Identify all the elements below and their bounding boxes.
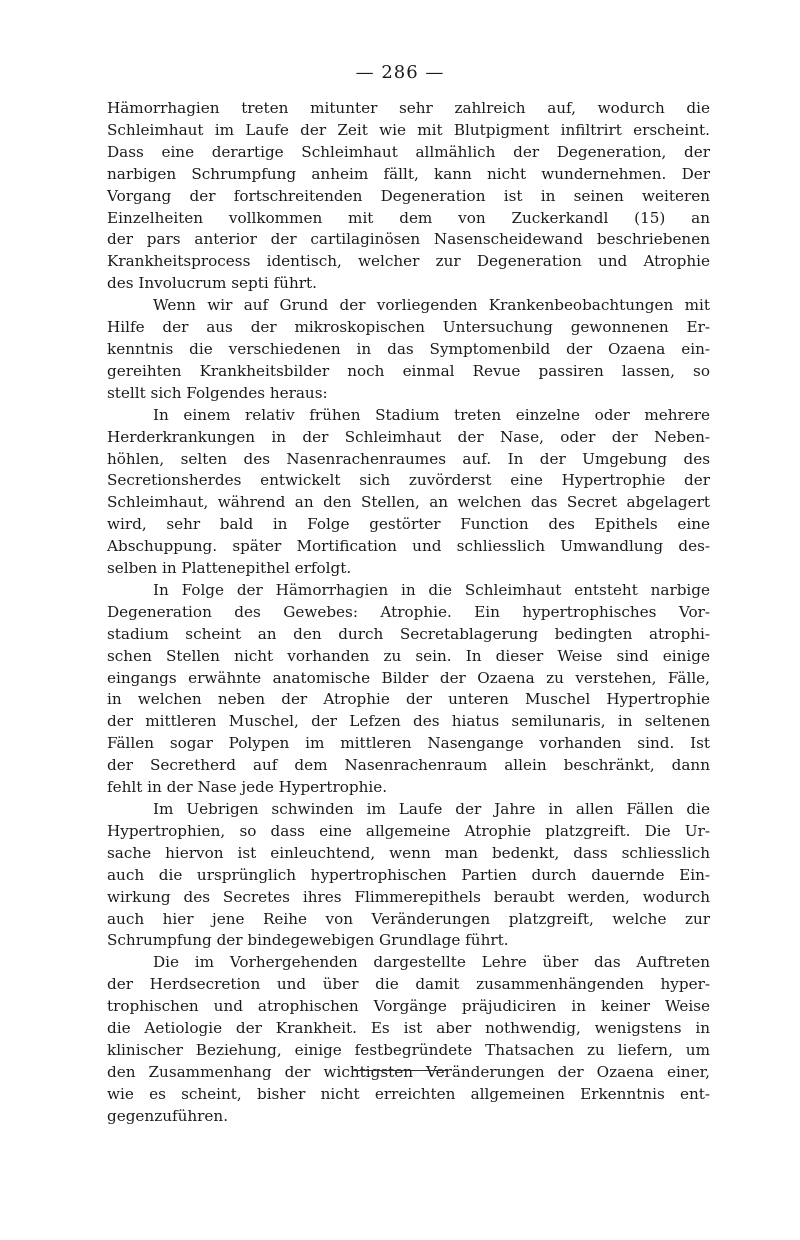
text-line: Dass eine derartige Schleimhaut allmählich der Degeneration, der [107,142,710,161]
text-line: den Zusammenhang der wichtigsten Veränderungen der Ozaena einer, [107,1062,710,1081]
text-line: der Herdsecretion und über die damit zusammenhängenden hyper- [107,975,710,994]
text-line: gereihten Krankheitsbilder noch einmal Revue passiren lassen, so [107,361,710,380]
text-line: Schleimhaut, während an den Stellen, an welchen das Secret abgelagert [107,493,710,512]
page-number: — 286 — [355,62,445,83]
text-line: In Folge der Hämorrhagien in die Schleimhaut entsteht narbige [153,580,710,599]
text-line: Secretionsherdes entwickelt sich zuvörderst eine Hypertrophie der [107,471,710,490]
text-line: Fällen sogar Polypen im mittleren Nasengange vorhanden sind. Ist [107,734,710,753]
text-line: Degeneration des Gewebes: Atrophie. Ein hypertrophisches Vor- [107,602,710,621]
text-line: schen Stellen nicht vorhanden zu sein. In dieser Weise sind einige [107,646,710,665]
text-line: höhlen, selten des Nasenrachenraumes auf. In der Umgebung des [107,449,710,468]
text-line: Im Uebrigen schwinden im Laufe der Jahre in allen Fällen die [153,800,710,818]
text-line: Krankheitsprocess identisch, welcher zur Degeneration und Atrophie [107,252,710,271]
paragraph [107,98,710,295]
text-line: der pars anterior der cartilaginösen Nasenscheidewand beschriebenen [107,230,710,249]
text-line: die Aetiologie der Krankheit. Es ist aber nothwendig, wenigstens in [107,1019,710,1038]
paragraph [107,952,710,1127]
text-line: sache hiervon ist einleuchtend, wenn man bedenkt, dass schliesslich [107,843,710,862]
text-line: gegenzuführen. [107,1106,229,1125]
paragraph [107,580,710,799]
text-line: eingangs erwähnte anatomische Bilder der Ozaena zu verstehen, Fälle, [107,668,710,687]
text-line: kenntnis die verschiedenen in das Symptomenbild der Ozaena ein- [107,339,710,358]
end-rule [353,1070,447,1071]
text-line: auch hier jene Reihe von Veränderungen platzgreift, welche zur [107,909,710,928]
text-line: Herderkrankungen in der Schleimhaut der Nase, oder der Neben- [107,427,710,446]
text-line: des Involucrum septi führt. [107,274,317,293]
text-line: klinischer Beziehung, einige festbegründete Thatsachen zu liefern, um [107,1040,710,1059]
paragraph [107,405,710,580]
text-line: Vorgang der fortschreitenden Degeneration ist in seinen weiteren [107,186,710,205]
paragraph [107,799,710,952]
text-line: Schleimhaut im Laufe der Zeit wie mit Blutpigment infiltrirt erscheint. [107,120,710,139]
text-line: stellt sich Folgendes heraus: [107,383,328,402]
text-line: selben in Plattenepithel erfolgt. [107,559,352,578]
text-line: trophischen und atrophischen Vorgänge präjudiciren in keiner Weise [107,997,710,1016]
text-line: Die im Vorhergehenden dargestellte Lehre über das Auftreten [153,953,710,972]
text-line: auch die ursprünglich hypertrophischen Partien durch dauernde Ein- [107,865,710,884]
body-text [107,98,710,1128]
text-line: Abschuppung. später Mortification und schliesslich Umwandlung des- [107,537,710,556]
text-line: Einzelheiten vollkommen mit dem von Zuckerkandl (15) an [107,208,710,227]
text-line: fehlt in der Nase jede Hypertrophie. [107,778,388,797]
text-line: Hilfe der aus der mikroskopischen Untersuchung gewonnenen Er- [107,318,710,337]
paragraph [107,295,710,405]
text-line: der Secretherd auf dem Nasenrachenraum allein beschränkt, dann [107,756,710,775]
text-line: wird, sehr bald in Folge gestörter Function des Epithels eine [107,515,710,534]
text-line: wie es scheint, bisher nicht erreichten allgemeinen Erkenntnis ent- [107,1084,710,1103]
text-line: stadium scheint an den durch Secretablagerung bedingten atrophi- [107,624,710,643]
text-line: Hypertrophien, so dass eine allgemeine Atrophie platzgreift. Die Ur- [107,821,710,840]
text-line: Wenn wir auf Grund der vorliegenden Krankenbeobachtungen mit [153,296,710,315]
text-line: narbigen Schrumpfung anheim fällt, kann nicht wundernehmen. Der [107,164,710,183]
text-line: Hämorrhagien treten mitunter sehr zahlreich auf, wodurch die [107,99,710,117]
text-line: in welchen neben der Atrophie der unteren Muschel Hypertrophie [107,690,710,709]
text-line: In einem relativ frühen Stadium treten einzelne oder mehrere [153,405,710,424]
text-line: der mittleren Muschel, der Lefzen des hiatus semilunaris, in seltenen [107,712,710,731]
text-line: wirkung des Secretes ihres Flimmerepithels beraubt werden, wodurch [107,887,710,906]
text-line: Schrumpfung der bindegewebigen Grundlage führt. [107,931,509,950]
